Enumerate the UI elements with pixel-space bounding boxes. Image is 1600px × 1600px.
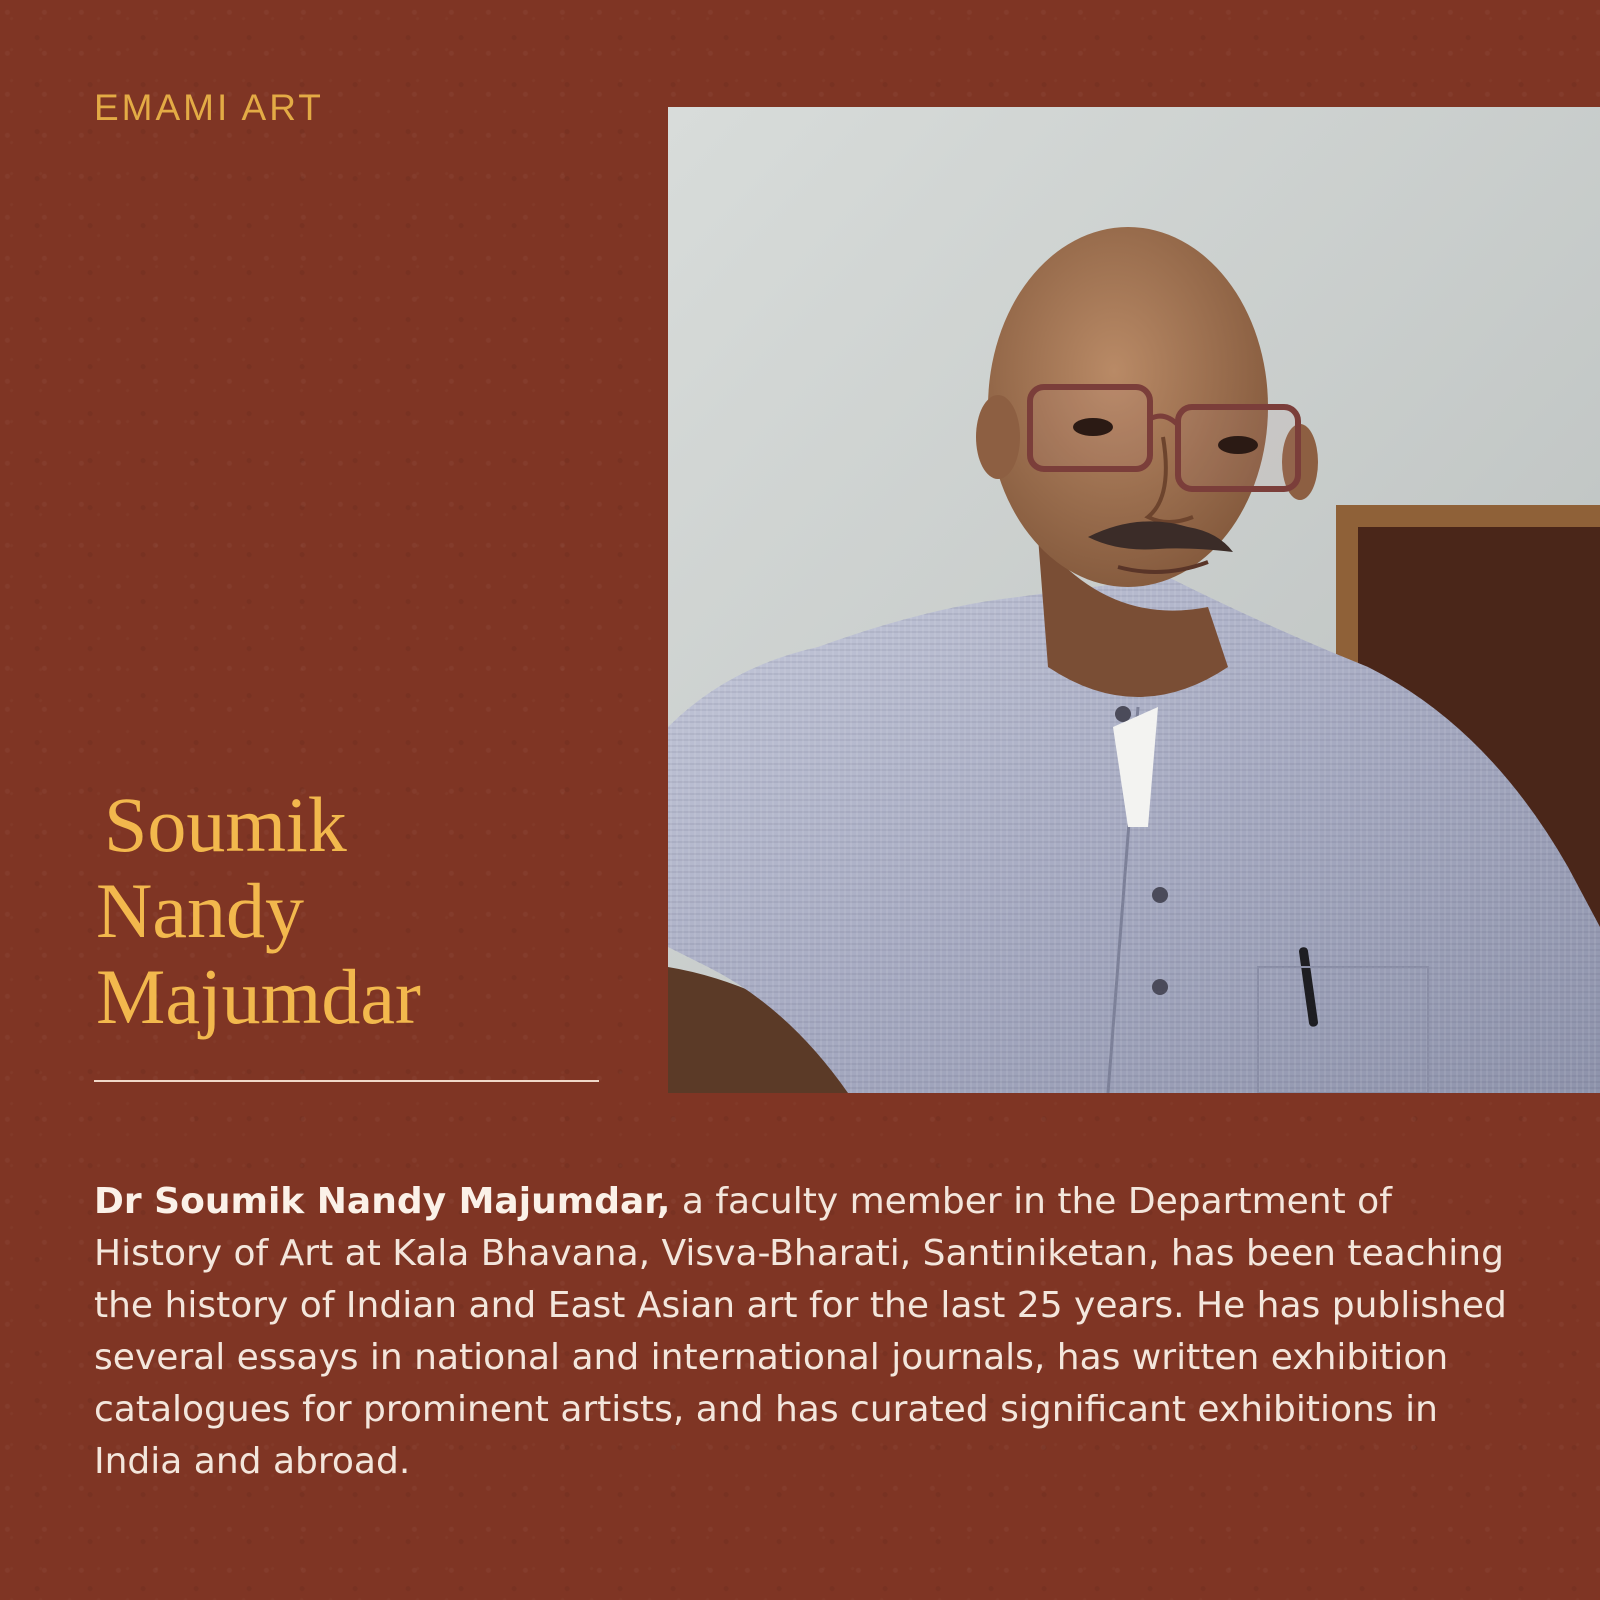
bio-paragraph	[94, 1176, 1514, 1488]
name-line-last: Majumdar	[96, 953, 421, 1040]
portrait-photo	[668, 107, 1600, 1093]
bio-body: a faculty member in the Department of History of Art at Kala Bhavana, Visva-Bharati, Santiniketan, has been teaching the history of Indian and East Asian art for the last 25 years. He has published several essays in national and international journals, has written exhibition catalogues for prominent artists, and has curated significant exhibitions in India and abroad.	[94, 1181, 1507, 1482]
name-divider	[94, 1080, 599, 1082]
brand-logo: EMAMI ART	[94, 87, 324, 128]
name-line-middle: Nandy	[96, 867, 304, 954]
portrait-illustration	[668, 107, 1600, 1093]
name-line-first: Soumik	[104, 781, 347, 868]
artist-name	[96, 782, 616, 1040]
bio-lead: Dr Soumik Nandy Majumdar,	[94, 1181, 671, 1222]
